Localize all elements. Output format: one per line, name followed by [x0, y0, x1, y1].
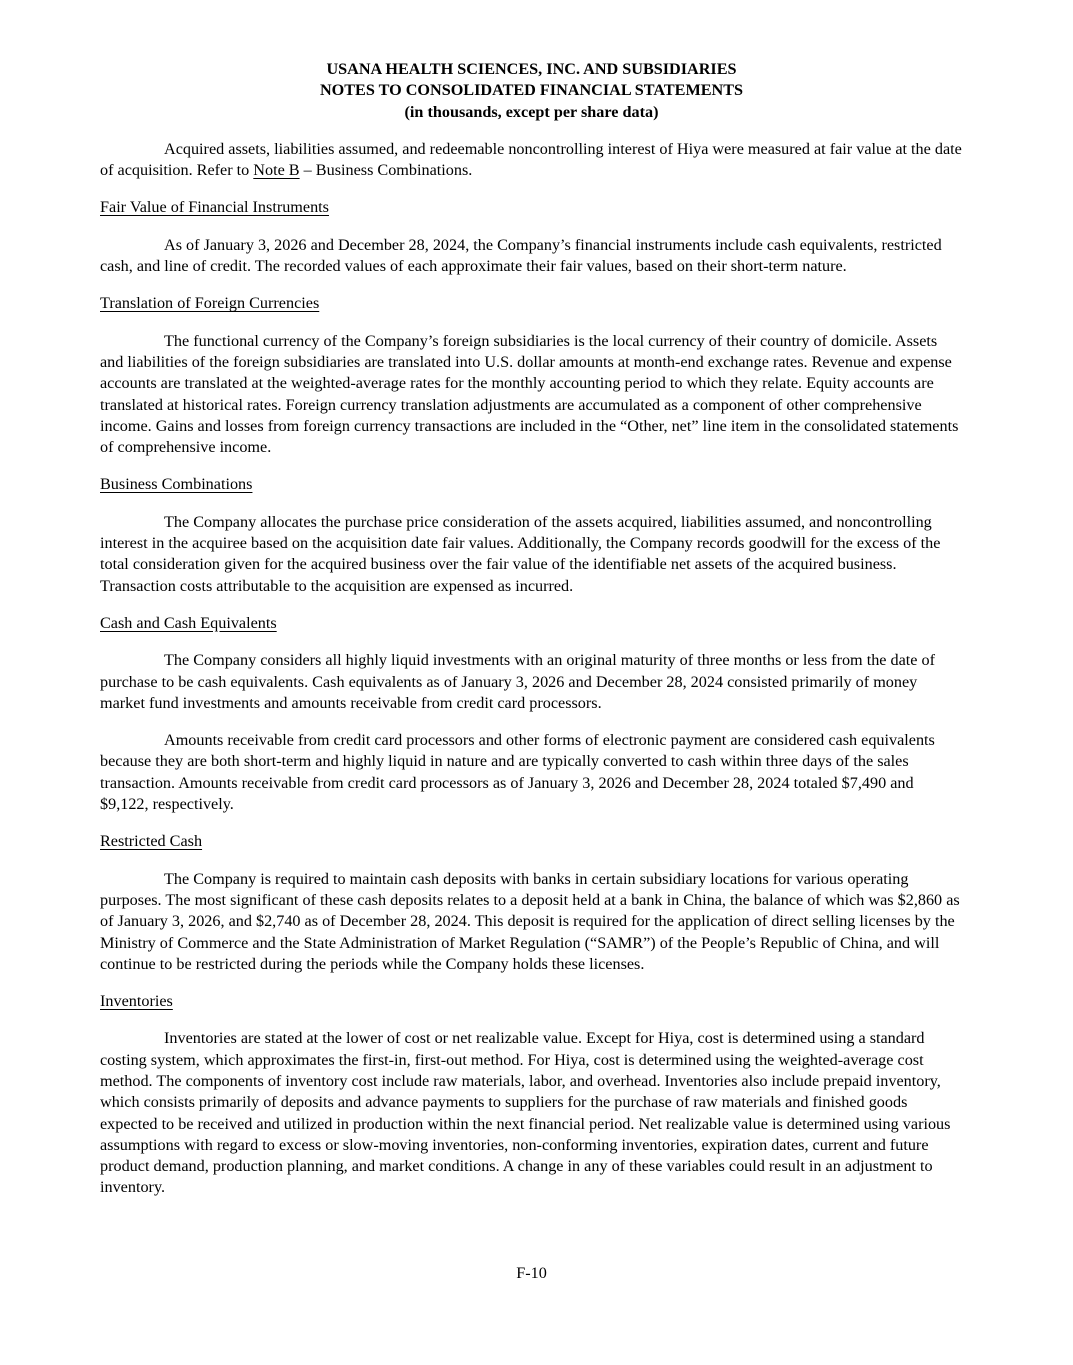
section-heading: Inventories: [100, 992, 173, 1011]
paragraph: Inventories are stated at the lower of cost or net realizable value. Except for Hiya, cost is determined using a standard costing system, which approximates the first-in, first-out method. For Hiya, cost is determined using the weighted-average cost method. The components of inventory cost include raw materials, labor, and overhead. Inventories also include prepaid inventory, which consists primarily of deposits and advance payments to suppliers for the purchase of raw materials and finished goods expected to be received and utilized in production within the next financial period. Net realizable value is determined using various assumptions with regard to excess or slow-moving inventories, non-conforming inventories, expiration dates, current and future product demand, production planning, and market conditions. A change in any of these variables could result in an adjustment to inventory.: [100, 1029, 951, 1197]
section-translation-of-foreign-currencies: [100, 293, 963, 458]
paragraph: The functional currency of the Company’s foreign subsidiaries is the local currency of their country of domicile. Assets and liabilities of the foreign subsidiaries are translated into U.S. dollar amounts at month-end exchange rates. Revenue and expense accounts are translated at the weighted-average rates for the monthly accounting period to which they relate. Equity accounts are translated at historical rates. Foreign currency translation adjustments are accumulated as a component of other comprehensive income. Gains and losses from foreign currency transactions are included in the “Other, net” line item in the consolidated statements of comprehensive income.: [100, 331, 959, 457]
intro-text-after: – Business Combinations.: [299, 161, 473, 180]
section-fair-value-of-financial-instruments: [100, 197, 963, 277]
paragraph: As of January 3, 2026 and December 28, 2024, the Company’s financial instruments include cash equivalents, restricted cash, and line of credit. The recorded values of each approximate their fair values, based on their short-term nature.: [100, 235, 942, 276]
intro-paragraph: [100, 139, 963, 182]
section-heading: Translation of Foreign Currencies: [100, 294, 320, 313]
section-cash-and-cash-equivalents: [100, 613, 963, 815]
document-title: NOTES TO CONSOLIDATED FINANCIAL STATEMENTS: [319, 81, 744, 100]
section-heading: Fair Value of Financial Instruments: [100, 198, 329, 217]
section-inventories: [100, 991, 963, 1199]
paragraph: The Company considers all highly liquid investments with an original maturity of three months or less from the date of purchase to be cash equivalents. Cash equivalents as of January 3, 2026 and December 28, 2024 consisted primarily of money market fund investments and amounts receivable from credit card processors.: [100, 651, 936, 712]
section-heading: Business Combinations: [100, 475, 253, 494]
section-business-combinations: [100, 474, 963, 596]
paragraph: Amounts receivable from credit card processors and other forms of electronic payment are considered cash equivalents because they are both short-term and highly liquid in nature and are typically converted to cash within three days of the sales transaction. Amounts receivable from credit card processors as of January 3, 2026 and December 28, 2024 totaled $7,490 and $9,122, respectively.: [100, 731, 935, 814]
section-heading: Restricted Cash: [100, 832, 203, 851]
company-name: USANA HEALTH SCIENCES, INC. AND SUBSIDIARIES: [326, 60, 737, 78]
paragraph: The Company allocates the purchase price consideration of the assets acquired, liabilities assumed, and noncontrolling interest in the acquiree based on the acquisition date fair values. Additionally, the Company records goodwill for the excess of the total consideration given for the acquired business over the fair value of the identifiable net assets of the acquired business. Transaction costs attributable to the acquisition are expensed as incurred.: [100, 512, 941, 595]
document-header: [100, 59, 963, 123]
paragraph: The Company is required to maintain cash deposits with banks in certain subsidiary locations for various operating purposes. The most significant of these cash deposits relates to a deposit held at a bank in China, the balance of which was $2,860 as of January 3, 2026, and $2,740 as of December 28, 2024. This deposit is required for the application of direct selling licenses by the Ministry of Commerce and the State Administration of Market Regulation (“SAMR”) of the People’s Republic of China, and will continue to be restricted during the periods while the Company holds these licenses.: [100, 869, 960, 973]
intro-text-before: Acquired assets, liabilities assumed, and redeemable noncontrolling interest of Hiya were measured at fair value at the date of acquisition. Refer to: [100, 139, 962, 180]
section-heading: Cash and Cash Equivalents: [100, 613, 277, 632]
page-number: F-10: [516, 1263, 547, 1282]
document-subtitle: (in thousands, except per share data): [404, 102, 659, 121]
section-restricted-cash: [100, 831, 963, 975]
note-b-link[interactable]: Note B: [253, 161, 300, 180]
